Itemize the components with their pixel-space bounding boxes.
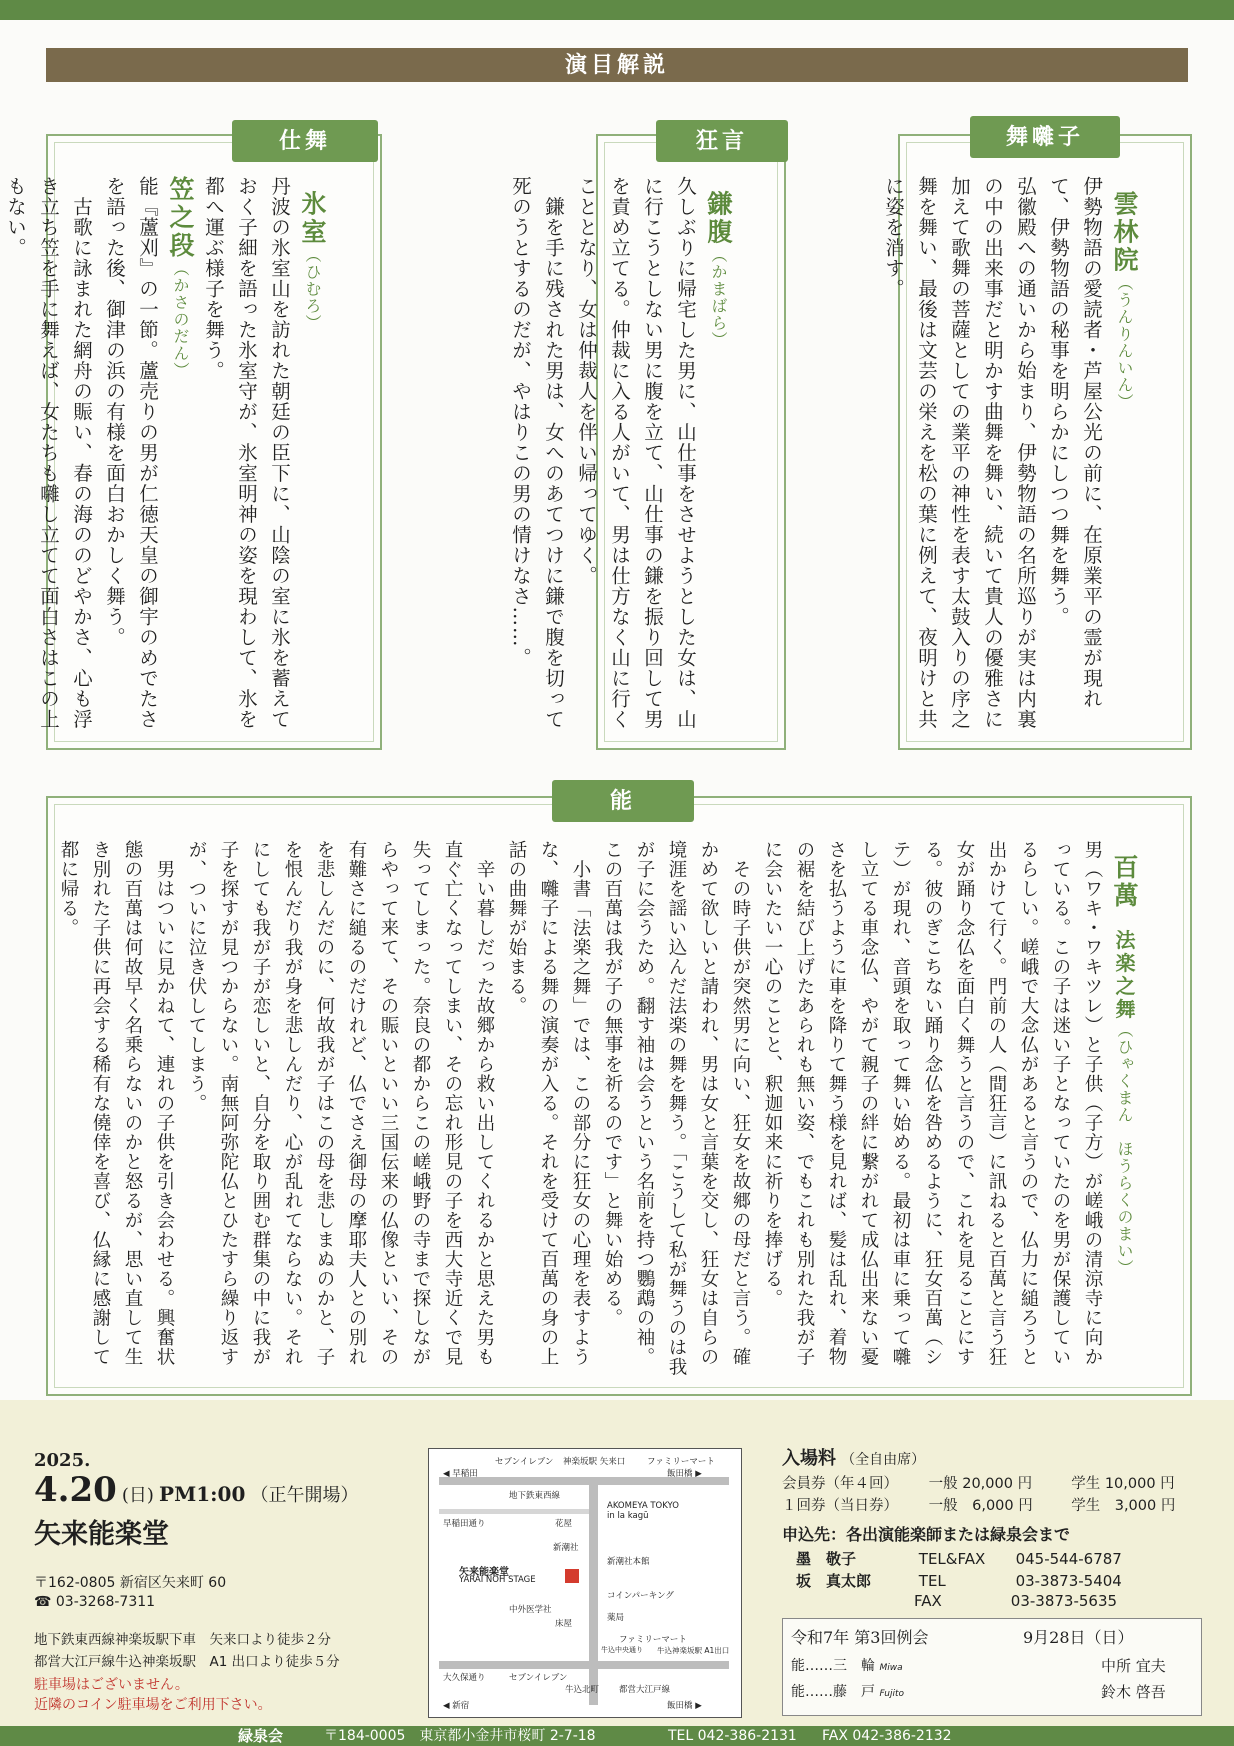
next-line1-roman: Miwa bbox=[879, 1663, 903, 1673]
map-label-kagurazaka-station: 神楽坂駅 矢来口 bbox=[563, 1457, 626, 1467]
apply-title: 申込先：各出演能楽師または緑泉会まで bbox=[782, 1525, 1071, 1544]
ticket-row2-label: １回券（当日券） bbox=[782, 1498, 898, 1514]
apply-p1-label: TEL&FAX bbox=[918, 1550, 986, 1568]
apply-p1-name: 墨 敬子 bbox=[796, 1550, 857, 1568]
map-label-barber: 床屋 bbox=[555, 1619, 573, 1629]
hyakuman-title: 百萬 bbox=[1110, 853, 1139, 910]
map-label-iidabashi-1: 飯田橋 ▶ bbox=[667, 1469, 702, 1479]
shimai-text bbox=[4, 176, 362, 732]
apply-person-2-fax bbox=[914, 1592, 1117, 1610]
map-label-coin-parking: コインパーキング bbox=[607, 1591, 674, 1601]
top-band bbox=[0, 0, 1234, 20]
venue: 矢来能楽堂 bbox=[34, 1519, 169, 1550]
map-label-shinchosha-main: 新潮社本館 bbox=[607, 1557, 650, 1567]
ticket-row1-student: 学生 10,000 円 bbox=[1071, 1476, 1175, 1492]
map-label-okubo-dori: 大久保通り bbox=[443, 1673, 486, 1683]
bayashi-label: 舞囃子 bbox=[970, 116, 1120, 158]
map-label-pharmacy: 薬局 bbox=[607, 1613, 625, 1623]
kyogen-text bbox=[509, 176, 768, 732]
access-2: 都営大江戸線牛込神楽坂駅 A1 出口より徒歩５分 bbox=[34, 1654, 340, 1670]
ticket-note: （全自由席） bbox=[841, 1452, 926, 1468]
apply-p2-fax: 03-3873-5635 bbox=[1010, 1592, 1118, 1610]
parking-1: 駐車場はございません。 bbox=[34, 1677, 189, 1693]
event-date: 4.20 bbox=[34, 1470, 117, 1510]
map-label-florist: 花屋 bbox=[555, 1519, 573, 1529]
map-label-familymart-1: ファミリーマート bbox=[647, 1457, 715, 1467]
himuro-body: 丹波の氷室山を訪れた朝廷の臣下に、山陰の室に氷を蓄えておく子細を語った氷室守が、氷室明神の姿を現わして、氷を都へ運ぶ様子を舞う。 bbox=[202, 176, 291, 730]
footer-org: 緑泉会 bbox=[238, 1727, 284, 1745]
ticket-row1-general: 一般 20,000 円 bbox=[928, 1476, 1033, 1492]
map-label-seven-2: セブンイレブン bbox=[509, 1673, 568, 1683]
ticket-row-1 bbox=[782, 1472, 1175, 1493]
next-line-1 bbox=[791, 1655, 903, 1675]
footer-fax: FAX 042-386-2132 bbox=[822, 1728, 952, 1744]
apply-p2-fax-label: FAX bbox=[914, 1592, 942, 1610]
ticket-row1-label: 会員券（年４回） bbox=[782, 1476, 898, 1492]
apply-p1-number: 045-544-6787 bbox=[1015, 1550, 1122, 1568]
hyakuman-subtitle: 法楽之舞 bbox=[1112, 929, 1136, 1022]
map-label-akomeya: AKOMEYA TOKYO in la kagū bbox=[607, 1501, 679, 1521]
event-weekday: (日) bbox=[121, 1485, 154, 1506]
apply-p2-tel: 03-3873-5404 bbox=[1015, 1572, 1122, 1590]
next-line1-left: 能……三 輪 bbox=[791, 1658, 875, 1674]
shimai-label: 仕舞 bbox=[232, 120, 378, 162]
kasanodan-title: 笠之段 bbox=[166, 176, 195, 260]
parking-2: 近隣のコイン駐車場をご利用下さい。 bbox=[34, 1697, 272, 1713]
section-title: 演目解説 bbox=[46, 48, 1188, 82]
ticket-heading bbox=[782, 1444, 925, 1470]
event-date-line bbox=[34, 1470, 358, 1510]
venue-phone: ☎ 03-3268-7311 bbox=[34, 1594, 156, 1610]
footer-bar bbox=[0, 1726, 1234, 1746]
map-label-ushigome-kitamachi: 牛込北町 bbox=[565, 1685, 600, 1695]
next-line-2 bbox=[791, 1681, 904, 1701]
map-label-waseda-1: ◀ 早稲田 bbox=[443, 1469, 478, 1479]
next-performance-box bbox=[782, 1618, 1202, 1716]
unrinin-body: 伊勢物語の愛読者・芦屋公光の前に、在原業平の霊が現れて、伊勢物語の秘事を明らかにしつつ舞を舞う。 弘徽殿への通いから始まり、伊勢物語の名所巡りが実は内裏の中の出来事だと明かす曲舞を舞い、続いて貴人の優雅さに加えて歌舞の菩薩としての業平の神性を表す太鼓入りの序之舞を舞い、最後は文芸の栄えを松の葉に例えて、夜明けと共に姿を消す。 bbox=[882, 176, 1103, 730]
map-label-yarai: 矢来能楽堂 bbox=[459, 1567, 509, 1578]
map-label-oedo-line: 都営大江戸線 bbox=[619, 1685, 671, 1695]
hyakuman-body: 男（ワキ・ワキツレ）と子供（子方）が嵯峨の清涼寺に向かっている。この子は迷い子となっていたのを男が保護しているらしい。嵯峨で大念仏があると言うので、仏力に縋ろうと出かけて行く。門前の人（間狂言）に訊ねると百萬と言う狂女が踊り念仏を面白く舞うと言うので、これを見ることにする。彼のぎこちない踊り念仏を咎めるように、狂女百萬（シテ）が現れ、音頭を取って舞い始める。最初は車に乗って囃し立てる車念仏、やがて親子の絆に繋がれて成仏出来ない憂さを払うように車を降りて舞う様を見れば、髪は乱れ、着物の裾を結び上げたあられも無い姿、でもこれも別れた我が子に会いたい一心のことと、釈迦如来に祈りを捧げる。 その時子供が突然男に向い、狂女を故郷の母だと言う。確かめて欲しいと請われ、男は女と言葉を交し、狂女は自らの境涯を謡い込んだ法楽の舞を舞う。「こうして私が舞うのは我が子に会うため。翻す袖は会うという名前を持つ鸚鵡の袖。この百萬は我が子の無事を祈るのです」と舞い始める。 小書「法楽之舞」では、この部分に狂女の心理を表すような、囃子による舞の演奏が入る。それを受けて百萬の身の上話の曲舞が始まる。 辛い暮しだった故郷から救い出してくれるかと思えた男も直ぐ亡くなってしまい、その忘れ形見の子を西大寺近くで見失ってしまった。奈良の都からこの嵯峨野の寺まで探しながらやって来て、その賑いといい三国伝来の仏像といい、その有難さに縋るのだけれど、仏でさえ御母の摩耶夫人との別れを悲しんだのに、何故我が子はこの母を悲しまぬのかと、子を恨んだり我が身を悲しんだり、心が乱れてならない。それにしても我が子が恋しいと、自分を取り囲む群集の中に我が子を探すが見つからない。南無阿弥陀仏とひたすら繰り返すが、ついに泣き伏してしまう。 男はついに見かねて、連れの子供を引き会わせる。興奮状態の百萬は何故早く名乗らないのかと怒るが、思い直して生き別れた子供に再会する稀有な僥倖を喜び、仏縁に感謝して都に帰る。 bbox=[58, 840, 1103, 1377]
next-line2-left: 能……藤 戸 bbox=[791, 1684, 875, 1700]
access-map bbox=[428, 1448, 742, 1718]
footer-address: 〒184-0005 東京都小金井市桜町 2-7-18 bbox=[324, 1728, 596, 1744]
next-line1-performer: 中所 宜夫 bbox=[1101, 1657, 1166, 1675]
next-line2-performer: 鈴木 啓吾 bbox=[1101, 1683, 1166, 1701]
access-1: 地下鉄東西線神楽坂駅下車 矢来口より徒歩２分 bbox=[34, 1632, 331, 1648]
kasanodan-body: 能『蘆刈』の一節。蘆売りの男が仁徳天皇の御宇のめでたさを語った後、御津の浜の有様を面白おかしく舞う。 古歌に詠まれた網舟の賑い、春の海ののどやかさ、心も浮き立ち笠を手に舞えば、女たちも囃し立てて面白さはこの上もない。 bbox=[4, 176, 159, 730]
map-label-iidabashi-2: 飯田橋 ▶ bbox=[667, 1701, 702, 1711]
apply-p2-tel-label: TEL bbox=[918, 1572, 946, 1590]
next-date: 9月28日（日） bbox=[1023, 1628, 1134, 1647]
unrinin-title: 雲林院 bbox=[1110, 190, 1139, 275]
unrinin-reading: （うんりんいん） bbox=[1115, 274, 1134, 411]
kyogen-label: 狂言 bbox=[656, 120, 788, 162]
kamabara-reading: （かまばら） bbox=[709, 246, 728, 349]
noh-text bbox=[58, 840, 1172, 1380]
ticket-row2-student: 学生 3,000 円 bbox=[1071, 1498, 1176, 1514]
map-label-yarai-en: YARAI NOH STAGE bbox=[459, 1575, 536, 1585]
map-label-chugai: 中外医学社 bbox=[509, 1605, 552, 1615]
himuro-reading: （ひむろ） bbox=[303, 246, 322, 332]
apply-p2-name: 坂 真太郎 bbox=[796, 1572, 872, 1590]
bayashi-text bbox=[882, 176, 1174, 732]
map-label-familymart-2: ファミリーマート bbox=[619, 1635, 687, 1645]
map-label-ushigome-station: 牛込神楽坂駅 A1出口 bbox=[657, 1646, 730, 1655]
map-label-shinjuku: ◀ 新宿 bbox=[443, 1701, 470, 1711]
event-open: （正午開場） bbox=[250, 1485, 359, 1506]
map-label-shinchosha: 新潮社 bbox=[553, 1543, 579, 1553]
map-label-ushigome-chuo: 牛込中央通り bbox=[601, 1646, 643, 1654]
ticket-row2-general: 一般 6,000 円 bbox=[928, 1498, 1033, 1514]
ticket-row-2 bbox=[782, 1494, 1175, 1515]
ticket-title: 入場料 bbox=[782, 1448, 836, 1469]
kasanodan-reading: （かさのだん） bbox=[171, 260, 190, 379]
apply-person-2 bbox=[796, 1570, 1122, 1591]
venue-postal: 〒162-0805 新宿区矢来町 60 bbox=[34, 1575, 227, 1591]
event-time: PM1:00 bbox=[159, 1482, 246, 1506]
kamabara-body: 久しぶりに帰宅した男に、山仕事をさせようとした女は、山に行こうとしない男に腹を立て、山仕事の鎌を振り回して男を責め立てる。仲裁に入る人がいて、男は仕方なく山に行くこととなり、女は仲裁人を伴い帰ってゆく。 鎌を手に残された男は、女へのあてつけに鎌で腹を切って死のうとするのだが、やはりこの男の情けなさ……。 bbox=[509, 176, 697, 730]
apply-person-1 bbox=[796, 1548, 1122, 1569]
noh-label: 能 bbox=[552, 780, 694, 822]
hyakuman-reading: （ひゃくまん ほうらくのまい） bbox=[1115, 1021, 1134, 1277]
map-label-seven-1: セブンイレブン bbox=[495, 1457, 554, 1467]
kamabara-title: 鎌腹 bbox=[704, 190, 733, 247]
next-line2-roman: Fujito bbox=[879, 1689, 905, 1699]
map-label-tozai-line: 地下鉄東西線 bbox=[509, 1491, 561, 1501]
footer-tel: TEL 042-386-2131 bbox=[668, 1728, 797, 1744]
next-title: 令和7年 第3回例会 bbox=[791, 1628, 929, 1647]
himuro-title: 氷室 bbox=[298, 190, 327, 247]
event-year: 2025. bbox=[34, 1450, 91, 1471]
map-label-waseda-dori: 早稲田通り bbox=[443, 1519, 486, 1529]
